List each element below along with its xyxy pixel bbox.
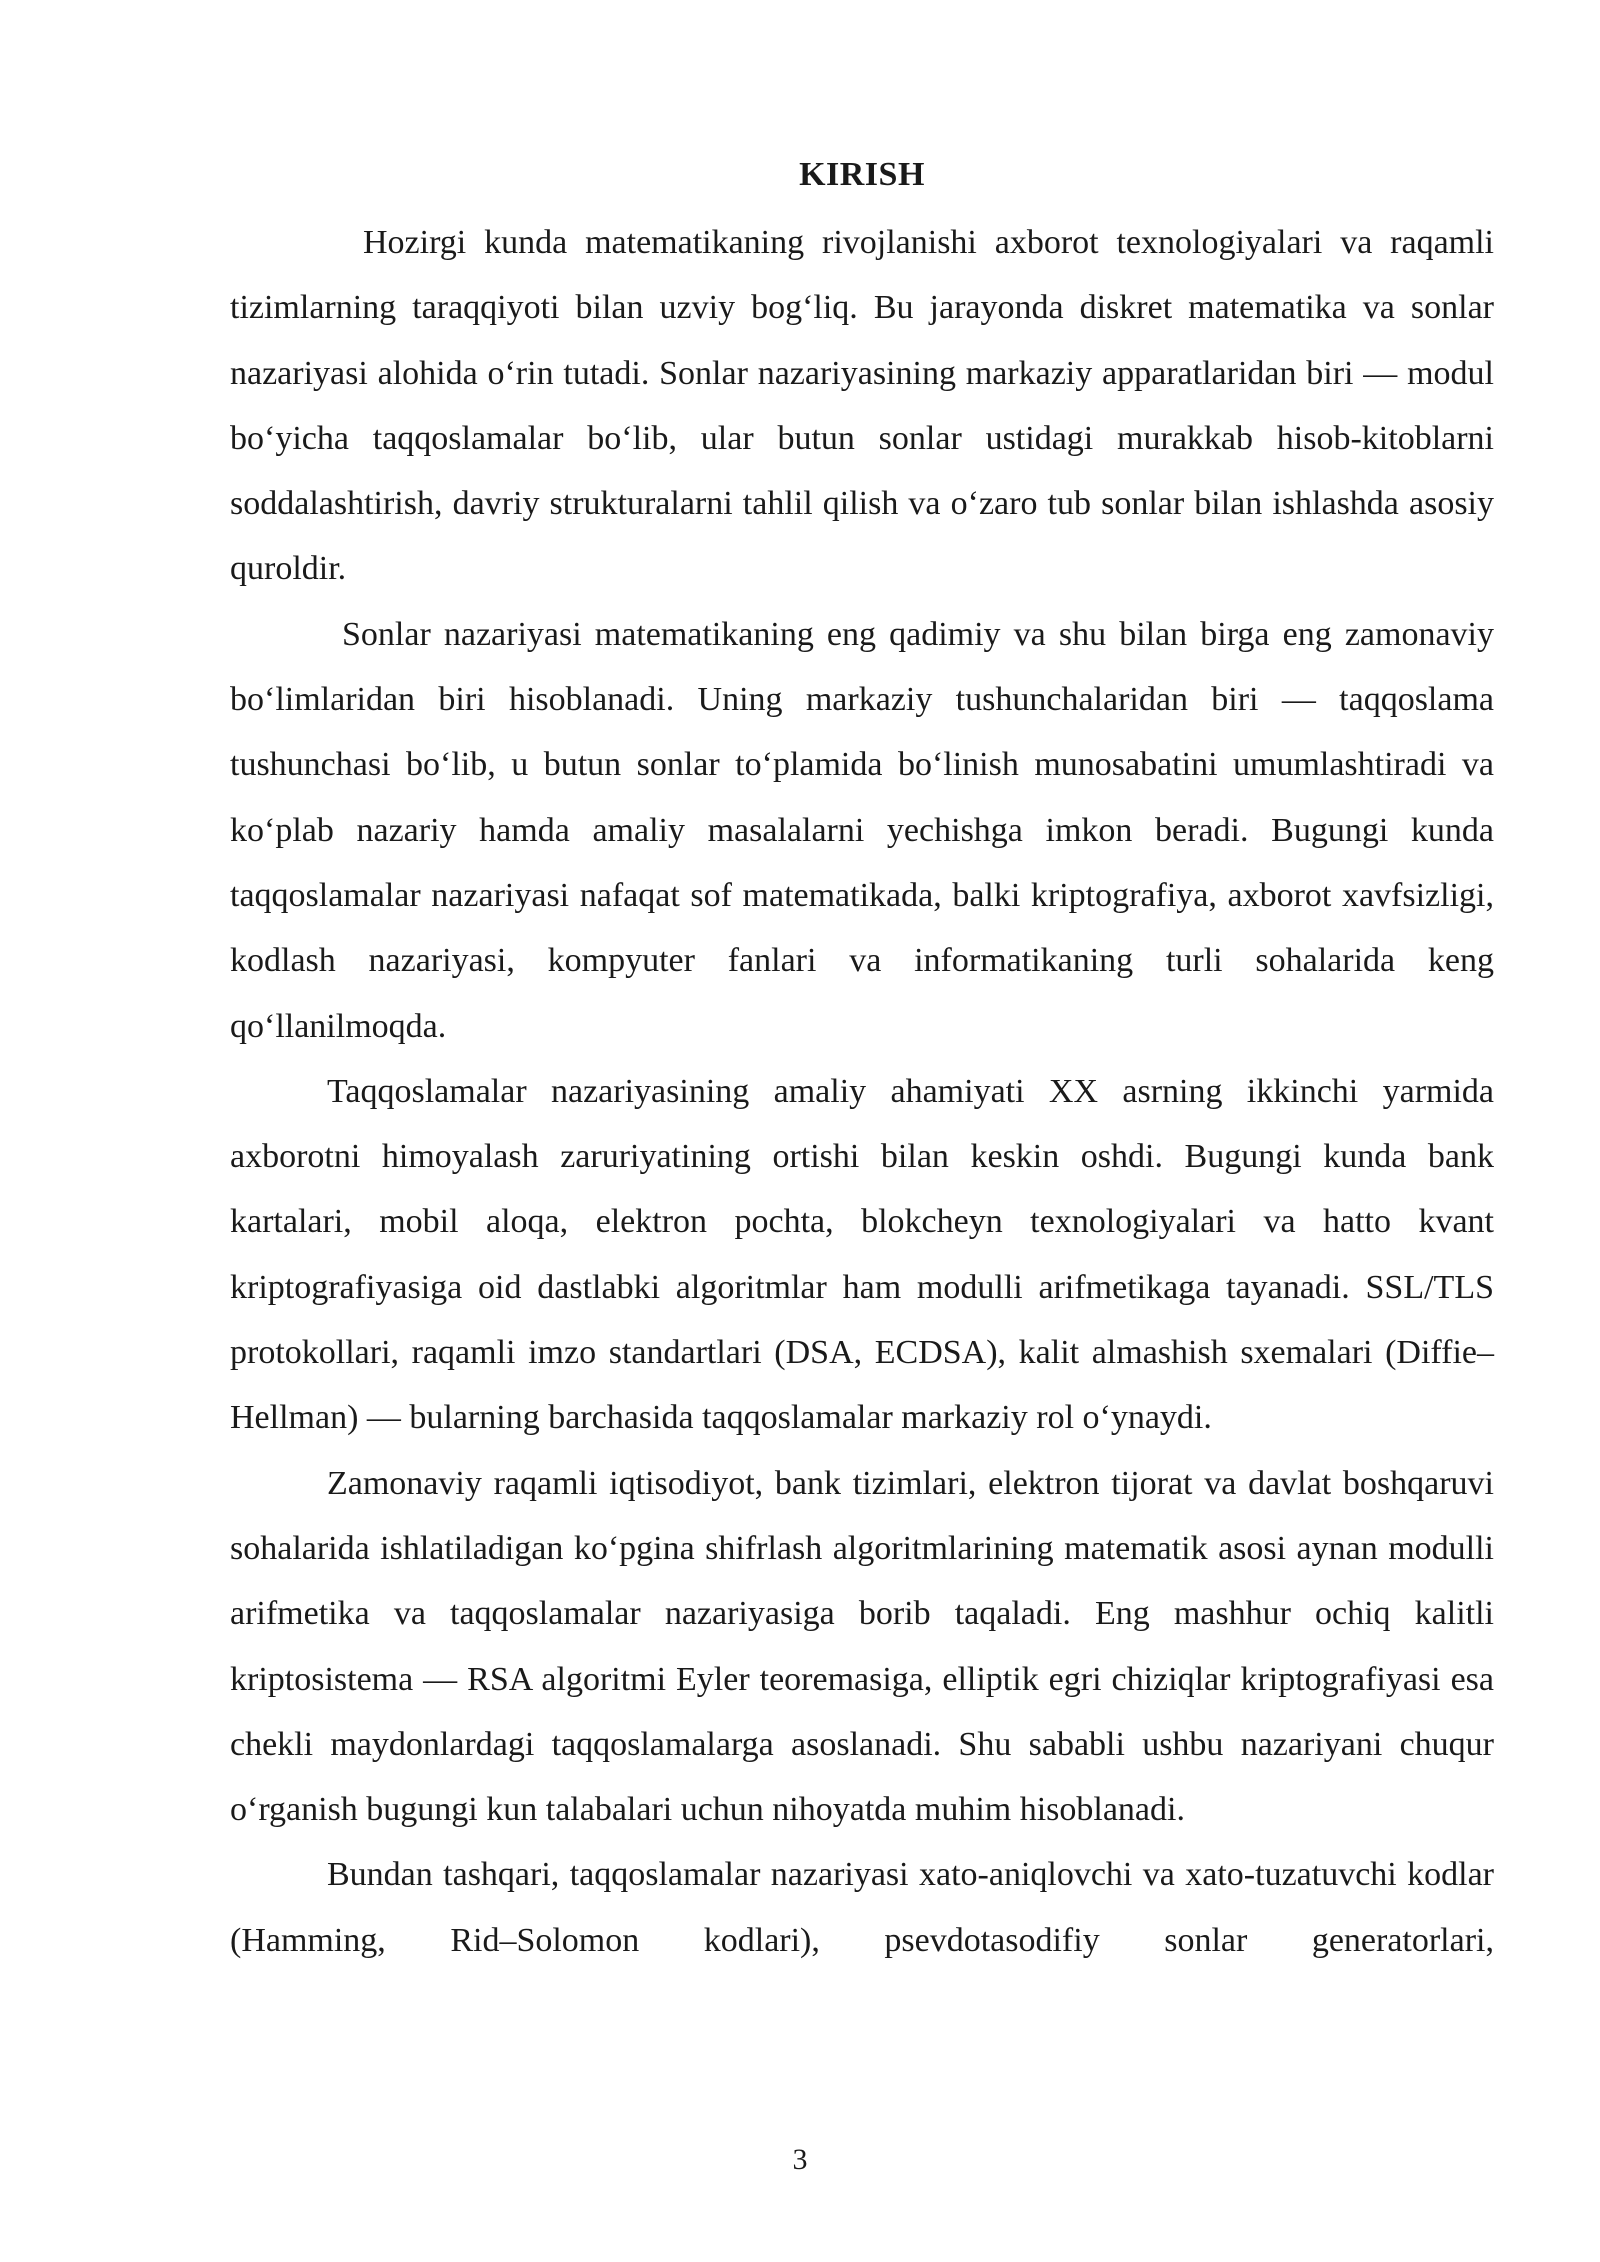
section-heading: KIRISH bbox=[799, 156, 925, 193]
page-content bbox=[230, 140, 1494, 1973]
paragraph-3: Taqqoslamalar nazariyasining amaliy ahamiyati XX asrning ikkinchi yarmida axborotni himoyalash zaruriyatining ortishi bilan keskin oshdi. Bugungi kunda bank kartalari, mobil aloqa, elektron pochta, blokcheyn texnologiyalari va hatto kvant kriptografiyasiga oid dastlabki algoritmlar ham modulli arifmetikaga tayanadi. SSL/TLS protokollari, raqamli imzo standartlari (DSA, ECDSA), kalit almashish sxemalari (Diffie–Hellman) — bularning barchasida taqqoslamalar markaziy rol o‘ynaydi. bbox=[230, 1072, 1494, 1437]
paragraph-4: Zamonaviy raqamli iqtisodiyot, bank tizimlari, elektron tijorat va davlat boshqaruvi sohalarida ishlatiladigan ko‘pgina shifrlash algoritmlarining matematik asosi aynan modulli arifmetika va taqqoslamalar nazariyasiga borib taqaladi. Eng mashhur ochiq kalitli kriptosistema — RSA algoritmi Eyler teoremasiga, elliptik egri chiziqlar kriptografiyasi esa chekli maydonlardagi taqqoslamalarga asoslanadi. Shu sababli ushbu nazariyani chuqur o‘rganish bugungi kun talabalari uchun nihoyatda muhim hisoblanadi. bbox=[230, 1464, 1494, 1829]
paragraph-5: Bundan tashqari, taqqoslamalar nazariyasi xato-aniqlovchi va xato-tuzatuvchi kodlar (Hamming, Rid–Solomon kodlari), psevdotasodifiy sonlar generatorlari, bbox=[230, 1856, 1494, 1959]
paragraph-2: Sonlar nazariyasi matematikaning eng qadimiy va shu bilan birga eng zamonaviy bo‘limlaridan biri hisoblanadi. Uning markaziy tushunchalaridan biri — taqqoslama tushunchasi bo‘lib, u butun sonlar to‘plamida bo‘linish munosabatini umumlashtiradi va ko‘plab nazariy hamda amaliy masalalarni yechishga imkon beradi. Bugungi kunda taqqoslamalar nazariyasi nafaqat sof matematikada, balki kriptografiya, axborot xavfsizligi, kodlash nazariyasi, kompyuter fanlari va informatikaning turli sohalarida keng qo‘llanilmoqda. bbox=[230, 615, 1494, 1045]
paragraph-1: Hozirgi kunda matematikaning rivojlanishi axborot texnologiyalari va raqamli tizimlarning taraqqiyoti bilan uzviy bog‘liq. Bu jarayonda diskret matematika va sonlar nazariyasi alohida o‘rin tutadi. Sonlar nazariyasining markaziy apparatlaridan biri — modul bo‘yicha taqqoslamalar bo‘lib, ular butun sonlar ustidagi murakkab hisob-kitoblarni soddalashtirish, davriy strukturalarni tahlil qilish va o‘zaro tub sonlar bilan ishlashda asosiy quroldir. bbox=[230, 224, 1494, 588]
page-number: 3 bbox=[792, 2143, 808, 2176]
